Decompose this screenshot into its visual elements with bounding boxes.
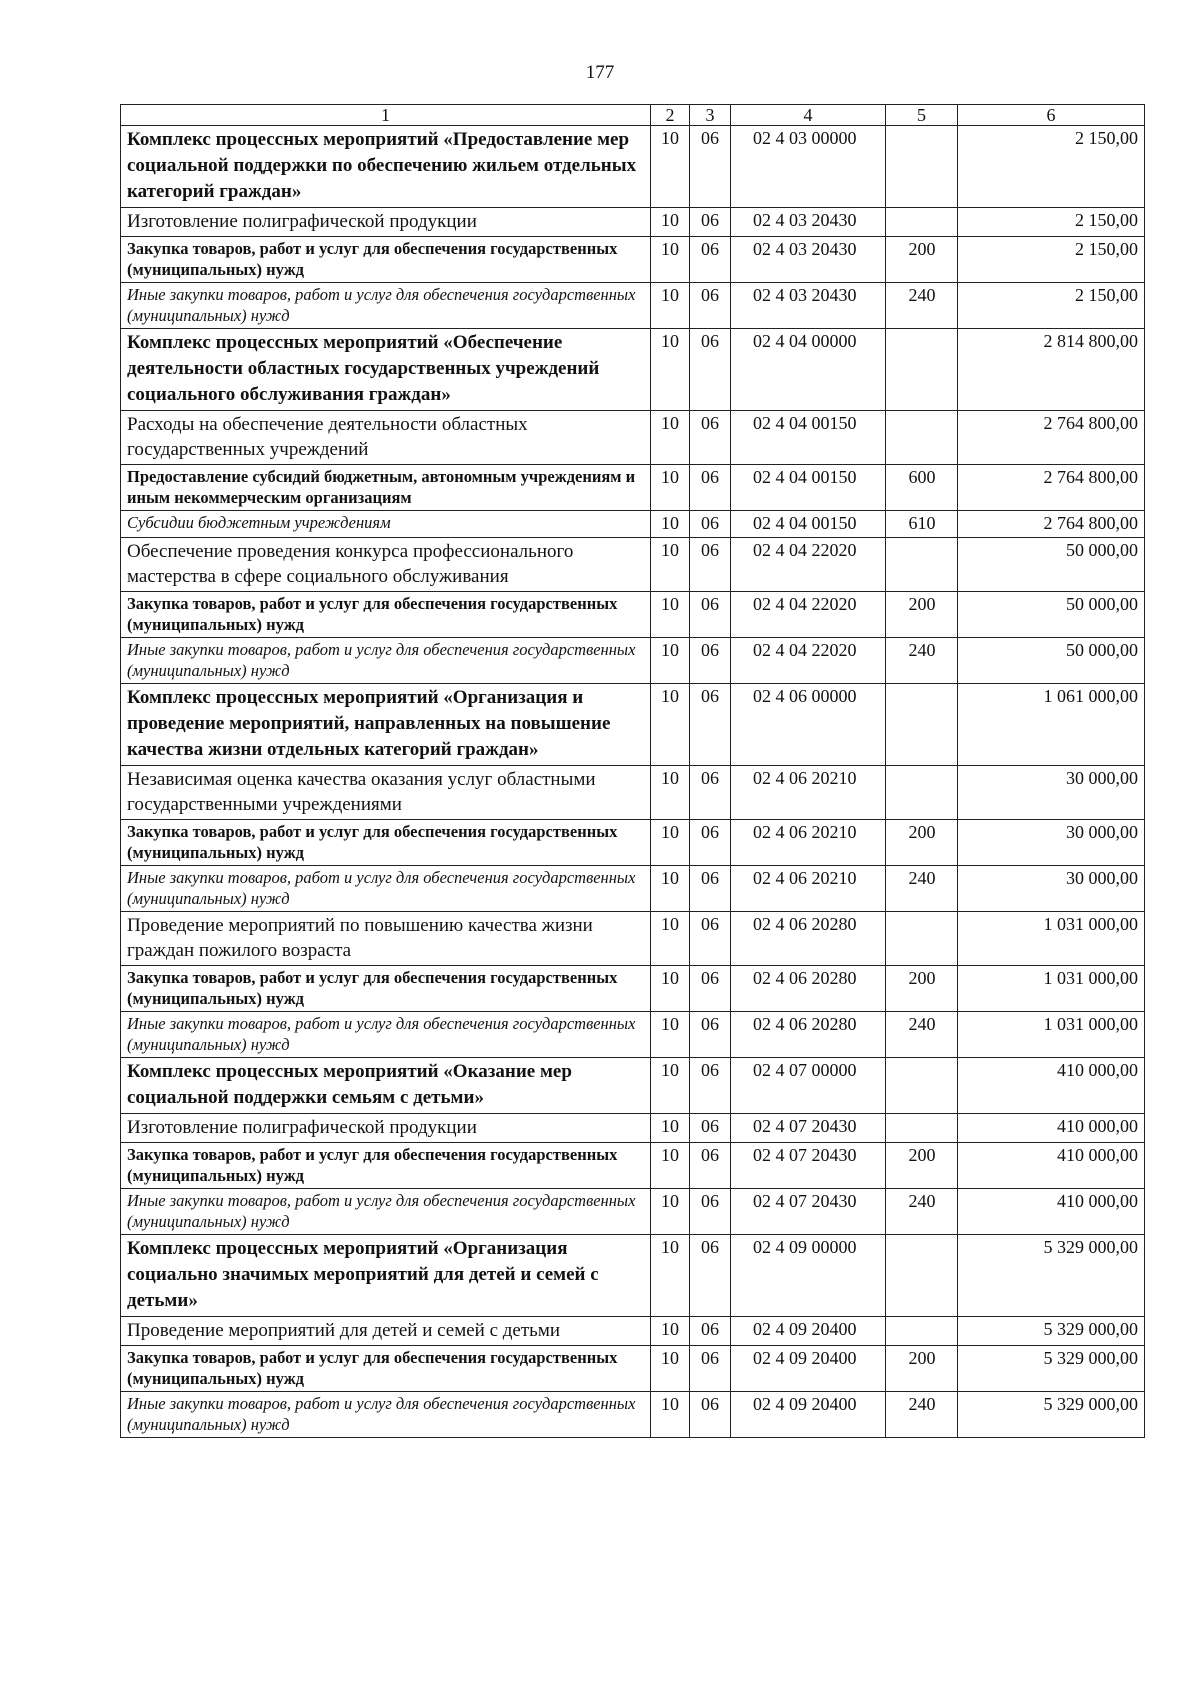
subsection-code-cell: 06 (690, 638, 731, 684)
table-row (121, 538, 1145, 592)
header-cell-6: 6 (958, 105, 1145, 126)
target-article-cell: 02 4 04 22020 (731, 638, 886, 684)
item-name-cell: Комплекс процессных мероприятий «Организация и проведение мероприятий, направленных на повышение качества жизни отдельных категорий граждан» (121, 684, 651, 766)
section-code-cell: 10 (651, 465, 690, 511)
section-code-cell: 10 (651, 684, 690, 766)
target-article-cell: 02 4 06 00000 (731, 684, 886, 766)
amount-cell: 30 000,00 (958, 766, 1145, 820)
amount-cell: 410 000,00 (958, 1189, 1145, 1235)
item-name-cell: Закупка товаров, работ и услуг для обеспечения государственных (муниципальных) нужд (121, 592, 651, 638)
subsection-code-cell: 06 (690, 1235, 731, 1317)
section-code-cell: 10 (651, 766, 690, 820)
item-name-cell: Обеспечение проведения конкурса профессионального мастерства в сфере социального обслуживания (121, 538, 651, 592)
section-code-cell: 10 (651, 237, 690, 283)
section-code-cell: 10 (651, 283, 690, 329)
table-row (121, 766, 1145, 820)
table-row (121, 1392, 1145, 1438)
item-name-cell: Закупка товаров, работ и услуг для обеспечения государственных (муниципальных) нужд (121, 1143, 651, 1189)
subsection-code-cell: 06 (690, 866, 731, 912)
subsection-code-cell: 06 (690, 511, 731, 538)
section-code-cell: 10 (651, 866, 690, 912)
target-article-cell: 02 4 04 00150 (731, 411, 886, 465)
amount-cell: 2 814 800,00 (958, 329, 1145, 411)
table-row (121, 237, 1145, 283)
subsection-code-cell: 06 (690, 1317, 731, 1346)
table-row (121, 411, 1145, 465)
item-name-cell: Закупка товаров, работ и услуг для обеспечения государственных (муниципальных) нужд (121, 966, 651, 1012)
amount-cell: 2 150,00 (958, 237, 1145, 283)
section-code-cell: 10 (651, 208, 690, 237)
subsection-code-cell: 06 (690, 966, 731, 1012)
section-code-cell: 10 (651, 538, 690, 592)
expense-type-cell (886, 411, 958, 465)
expense-type-cell: 240 (886, 1012, 958, 1058)
item-name-cell: Субсидии бюджетным учреждениям (121, 511, 651, 538)
header-cell-4: 4 (731, 105, 886, 126)
page-number: 177 (585, 62, 615, 83)
table-row (121, 1143, 1145, 1189)
target-article-cell: 02 4 06 20210 (731, 766, 886, 820)
subsection-code-cell: 06 (690, 237, 731, 283)
item-name-cell: Иные закупки товаров, работ и услуг для обеспечения государственных (муниципальных) нужд (121, 866, 651, 912)
subsection-code-cell: 06 (690, 208, 731, 237)
item-name-cell: Закупка товаров, работ и услуг для обеспечения государственных (муниципальных) нужд (121, 820, 651, 866)
amount-cell: 2 764 800,00 (958, 411, 1145, 465)
expense-type-cell (886, 329, 958, 411)
section-code-cell: 10 (651, 1392, 690, 1438)
subsection-code-cell: 06 (690, 329, 731, 411)
item-name-cell: Расходы на обеспечение деятельности областных государственных учреждений (121, 411, 651, 465)
amount-cell: 5 329 000,00 (958, 1235, 1145, 1317)
subsection-code-cell: 06 (690, 465, 731, 511)
target-article-cell: 02 4 07 20430 (731, 1114, 886, 1143)
subsection-code-cell: 06 (690, 1012, 731, 1058)
expense-type-cell: 240 (886, 1189, 958, 1235)
section-code-cell: 10 (651, 820, 690, 866)
item-name-cell: Комплекс процессных мероприятий «Обеспечение деятельности областных государственных учреждений социального обслуживания граждан» (121, 329, 651, 411)
item-name-cell: Изготовление полиграфической продукции (121, 208, 651, 237)
amount-cell: 50 000,00 (958, 592, 1145, 638)
subsection-code-cell: 06 (690, 766, 731, 820)
table-row (121, 511, 1145, 538)
target-article-cell: 02 4 09 20400 (731, 1392, 886, 1438)
amount-cell: 30 000,00 (958, 866, 1145, 912)
section-code-cell: 10 (651, 1189, 690, 1235)
item-name-cell: Комплекс процессных мероприятий «Организация социально значимых мероприятий для детей и семей с детьми» (121, 1235, 651, 1317)
section-code-cell: 10 (651, 1346, 690, 1392)
target-article-cell: 02 4 04 00000 (731, 329, 886, 411)
section-code-cell: 10 (651, 1143, 690, 1189)
expense-type-cell: 240 (886, 283, 958, 329)
section-code-cell: 10 (651, 592, 690, 638)
item-name-cell: Иные закупки товаров, работ и услуг для обеспечения государственных (муниципальных) нужд (121, 1012, 651, 1058)
amount-cell: 5 329 000,00 (958, 1392, 1145, 1438)
expense-type-cell: 200 (886, 820, 958, 866)
table-row (121, 866, 1145, 912)
item-name-cell: Изготовление полиграфической продукции (121, 1114, 651, 1143)
table-row (121, 966, 1145, 1012)
header-cell-3: 3 (690, 105, 731, 126)
expense-type-cell (886, 1058, 958, 1114)
expense-type-cell: 240 (886, 1392, 958, 1438)
expense-type-cell (886, 1317, 958, 1346)
amount-cell: 1 031 000,00 (958, 912, 1145, 966)
amount-cell: 410 000,00 (958, 1114, 1145, 1143)
table-row (121, 126, 1145, 208)
subsection-code-cell: 06 (690, 1346, 731, 1392)
subsection-code-cell: 06 (690, 411, 731, 465)
target-article-cell: 02 4 09 20400 (731, 1346, 886, 1392)
target-article-cell: 02 4 07 20430 (731, 1143, 886, 1189)
amount-cell: 1 031 000,00 (958, 1012, 1145, 1058)
subsection-code-cell: 06 (690, 1058, 731, 1114)
subsection-code-cell: 06 (690, 1392, 731, 1438)
amount-cell: 50 000,00 (958, 638, 1145, 684)
item-name-cell: Закупка товаров, работ и услуг для обеспечения государственных (муниципальных) нужд (121, 237, 651, 283)
header-cell-5: 5 (886, 105, 958, 126)
expense-type-cell (886, 1114, 958, 1143)
amount-cell: 2 150,00 (958, 208, 1145, 237)
target-article-cell: 02 4 06 20210 (731, 820, 886, 866)
table-row (121, 638, 1145, 684)
target-article-cell: 02 4 07 00000 (731, 1058, 886, 1114)
amount-cell: 5 329 000,00 (958, 1317, 1145, 1346)
expense-type-cell: 200 (886, 237, 958, 283)
target-article-cell: 02 4 06 20280 (731, 912, 886, 966)
item-name-cell: Комплекс процессных мероприятий «Оказание мер социальной поддержки семьям с детьми» (121, 1058, 651, 1114)
expense-type-cell: 200 (886, 1143, 958, 1189)
item-name-cell: Проведение мероприятий по повышению качества жизни граждан пожилого возраста (121, 912, 651, 966)
item-name-cell: Иные закупки товаров, работ и услуг для обеспечения государственных (муниципальных) нужд (121, 1189, 651, 1235)
target-article-cell: 02 4 09 00000 (731, 1235, 886, 1317)
table-row (121, 684, 1145, 766)
section-code-cell: 10 (651, 966, 690, 1012)
expense-type-cell (886, 538, 958, 592)
target-article-cell: 02 4 03 00000 (731, 126, 886, 208)
amount-cell: 410 000,00 (958, 1058, 1145, 1114)
target-article-cell: 02 4 06 20280 (731, 966, 886, 1012)
item-name-cell: Иные закупки товаров, работ и услуг для обеспечения государственных (муниципальных) нужд (121, 638, 651, 684)
expense-type-cell (886, 208, 958, 237)
header-row (121, 105, 1145, 126)
section-code-cell: 10 (651, 912, 690, 966)
table-row (121, 1012, 1145, 1058)
target-article-cell: 02 4 04 00150 (731, 511, 886, 538)
table-row (121, 329, 1145, 411)
subsection-code-cell: 06 (690, 538, 731, 592)
section-code-cell: 10 (651, 638, 690, 684)
amount-cell: 5 329 000,00 (958, 1346, 1145, 1392)
target-article-cell: 02 4 07 20430 (731, 1189, 886, 1235)
table-row (121, 283, 1145, 329)
expense-type-cell: 200 (886, 1346, 958, 1392)
section-code-cell: 10 (651, 329, 690, 411)
budget-table (120, 104, 1145, 1438)
target-article-cell: 02 4 09 20400 (731, 1317, 886, 1346)
amount-cell: 2 150,00 (958, 283, 1145, 329)
section-code-cell: 10 (651, 1058, 690, 1114)
expense-type-cell (886, 912, 958, 966)
subsection-code-cell: 06 (690, 1143, 731, 1189)
item-name-cell: Комплекс процессных мероприятий «Предоставление мер социальной поддержки по обеспечению жильем отдельных категорий граждан» (121, 126, 651, 208)
amount-cell: 1 031 000,00 (958, 966, 1145, 1012)
table-row (121, 465, 1145, 511)
amount-cell: 1 061 000,00 (958, 684, 1145, 766)
target-article-cell: 02 4 04 00150 (731, 465, 886, 511)
item-name-cell: Закупка товаров, работ и услуг для обеспечения государственных (муниципальных) нужд (121, 1346, 651, 1392)
table-row (121, 1235, 1145, 1317)
expense-type-cell: 600 (886, 465, 958, 511)
subsection-code-cell: 06 (690, 1114, 731, 1143)
table-row (121, 1114, 1145, 1143)
header-cell-1: 1 (121, 105, 651, 126)
target-article-cell: 02 4 06 20280 (731, 1012, 886, 1058)
table-row (121, 592, 1145, 638)
subsection-code-cell: 06 (690, 1189, 731, 1235)
item-name-cell: Независимая оценка качества оказания услуг областными государственными учреждениями (121, 766, 651, 820)
amount-cell: 30 000,00 (958, 820, 1145, 866)
amount-cell: 50 000,00 (958, 538, 1145, 592)
section-code-cell: 10 (651, 511, 690, 538)
amount-cell: 410 000,00 (958, 1143, 1145, 1189)
target-article-cell: 02 4 04 22020 (731, 592, 886, 638)
subsection-code-cell: 06 (690, 283, 731, 329)
table-row (121, 1317, 1145, 1346)
subsection-code-cell: 06 (690, 912, 731, 966)
expense-type-cell: 240 (886, 866, 958, 912)
amount-cell: 2 764 800,00 (958, 465, 1145, 511)
expense-type-cell: 200 (886, 592, 958, 638)
table-row (121, 1058, 1145, 1114)
section-code-cell: 10 (651, 411, 690, 465)
item-name-cell: Проведение мероприятий для детей и семей с детьми (121, 1317, 651, 1346)
section-code-cell: 10 (651, 1114, 690, 1143)
table-row (121, 1189, 1145, 1235)
target-article-cell: 02 4 04 22020 (731, 538, 886, 592)
section-code-cell: 10 (651, 1012, 690, 1058)
table-row (121, 1346, 1145, 1392)
table-row (121, 208, 1145, 237)
subsection-code-cell: 06 (690, 820, 731, 866)
table-row (121, 820, 1145, 866)
header-cell-2: 2 (651, 105, 690, 126)
subsection-code-cell: 06 (690, 126, 731, 208)
expense-type-cell (886, 1235, 958, 1317)
item-name-cell: Предоставление субсидий бюджетным, автономным учреждениям и иным некоммерческим организациям (121, 465, 651, 511)
target-article-cell: 02 4 03 20430 (731, 237, 886, 283)
target-article-cell: 02 4 03 20430 (731, 283, 886, 329)
amount-cell: 2 764 800,00 (958, 511, 1145, 538)
table-row (121, 912, 1145, 966)
subsection-code-cell: 06 (690, 684, 731, 766)
expense-type-cell (886, 126, 958, 208)
section-code-cell: 10 (651, 1235, 690, 1317)
item-name-cell: Иные закупки товаров, работ и услуг для обеспечения государственных (муниципальных) нужд (121, 283, 651, 329)
expense-type-cell: 200 (886, 966, 958, 1012)
section-code-cell: 10 (651, 1317, 690, 1346)
expense-type-cell: 610 (886, 511, 958, 538)
target-article-cell: 02 4 06 20210 (731, 866, 886, 912)
target-article-cell: 02 4 03 20430 (731, 208, 886, 237)
item-name-cell: Иные закупки товаров, работ и услуг для обеспечения государственных (муниципальных) нужд (121, 1392, 651, 1438)
expense-type-cell (886, 766, 958, 820)
expense-type-cell: 240 (886, 638, 958, 684)
subsection-code-cell: 06 (690, 592, 731, 638)
amount-cell: 2 150,00 (958, 126, 1145, 208)
expense-type-cell (886, 684, 958, 766)
section-code-cell: 10 (651, 126, 690, 208)
